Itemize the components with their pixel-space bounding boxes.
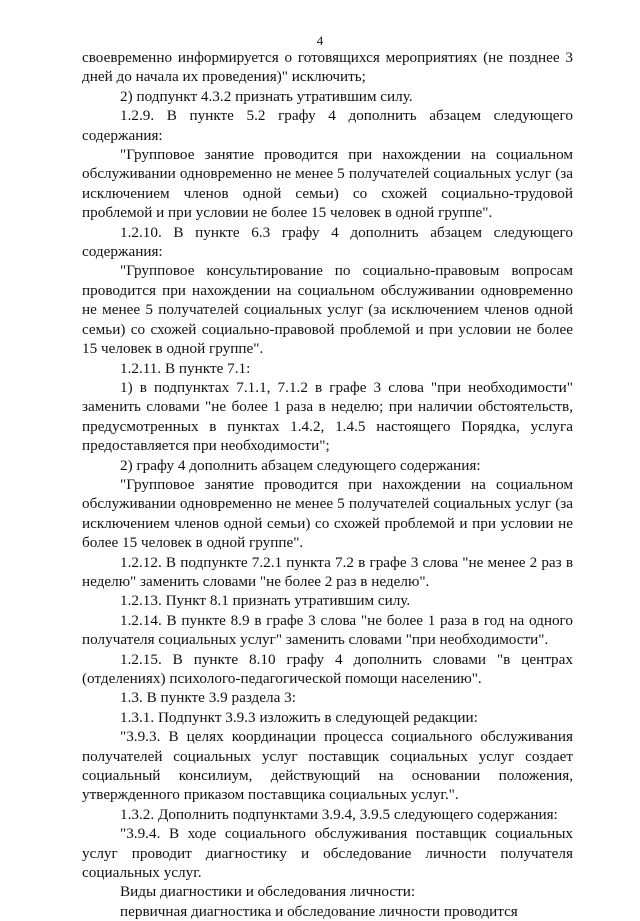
paragraph: 1.2.11. В пункте 7.1: — [120, 359, 251, 377]
page-number: 4 — [316, 33, 324, 48]
paragraph: 2) подпункт 4.3.2 признать утратившим силу. — [120, 87, 413, 105]
document-body — [82, 48, 573, 921]
paragraph: первичная диагностика и обследование личности проводится — [120, 902, 518, 920]
paragraph: 1.3.2. Дополнить подпунктами 3.9.4, 3.9.5 следующего содержания: — [120, 805, 558, 823]
paragraph: 1.2.13. Пункт 8.1 признать утратившим силу. — [120, 592, 411, 610]
paragraph: 1.2.15. В пункте 8.10 графу 4 дополнить словами "в центрах (отделениях) психолого-педагогической помощи населению". — [82, 650, 573, 687]
paragraph: 1.2.9. В пункте 5.2 графу 4 дополнить абзацем следующего содержания: — [82, 107, 573, 144]
paragraph: Виды диагностики и обследования личности: — [120, 883, 416, 901]
paragraph: "Групповое занятие проводится при нахождении на социальном обслуживании одновременно не менее 5 получателей социальных услуг (за исключением членов одной семьи) со схожей социально-трудовой проблемой и при условии не более 15 человек в одной группе". — [82, 146, 573, 222]
paragraph: "Групповое занятие проводится при нахождении на социальном обслуживании одновременно не менее 5 получателей социальных услуг (за исключением членов одной семьи) со схожей проблемой и при условии не более 15 человек в одной группе". — [82, 475, 573, 552]
paragraph: 1.3. В пункте 3.9 раздела 3: — [120, 689, 296, 707]
paragraph: 1.2.10. В пункте 6.3 графу 4 дополнить абзацем следующего содержания: — [82, 223, 573, 261]
paragraph: 1) в подпунктах 7.1.1, 7.1.2 в графе 3 слова "при необходимости" заменить словами "не более 1 раза в неделю; при наличии обстоятельств, предусмотренных в пунктах 1.4.2, 1.4.5 настоящего Порядка, услуга предоставляется при необходимости"; — [82, 378, 573, 455]
paragraph: 1.2.12. В подпункте 7.2.1 пункта 7.2 в графе 3 слова "не менее 2 раз в неделю" заменить словами "не более 2 раз в неделю". — [82, 553, 573, 590]
paragraph: "Групповое консультирование по социально-правовым вопросам проводится при нахождении на социальном обслуживании одновременно не менее 5 получателей социальных услуг (за исключением членов одной семьи) со схожей социально-правовой проблемой и при условии не более 15 человек в одной группе". — [82, 262, 573, 358]
paragraph: 2) графу 4 дополнить абзацем следующего содержания: — [120, 456, 481, 474]
paragraph: своевременно информируется о готовящихся мероприятиях (не позднее 3 дней до начала их проведения)" исключить; — [82, 49, 573, 86]
paragraph: 1.2.14. В пункте 8.9 в графе 3 слова "не более 1 раза в год на одного получателя социальных услуг" заменить словами "при необходимости". — [82, 611, 573, 649]
paragraph: 1.3.1. Подпункт 3.9.3 изложить в следующей редакции: — [120, 708, 478, 726]
paragraph: "3.9.4. В ходе социального обслуживания поставщик социальных услуг проводит диагностику и обследование личности получателя социальных услуг. — [82, 825, 573, 882]
paragraph: "3.9.3. В целях координации процесса социального обслуживания получателей социальных услуг поставщик социальных услуг создает социальный консилиум, действующий на основании положения, утвержденного приказом поставщика социальных услуг.". — [82, 728, 573, 804]
